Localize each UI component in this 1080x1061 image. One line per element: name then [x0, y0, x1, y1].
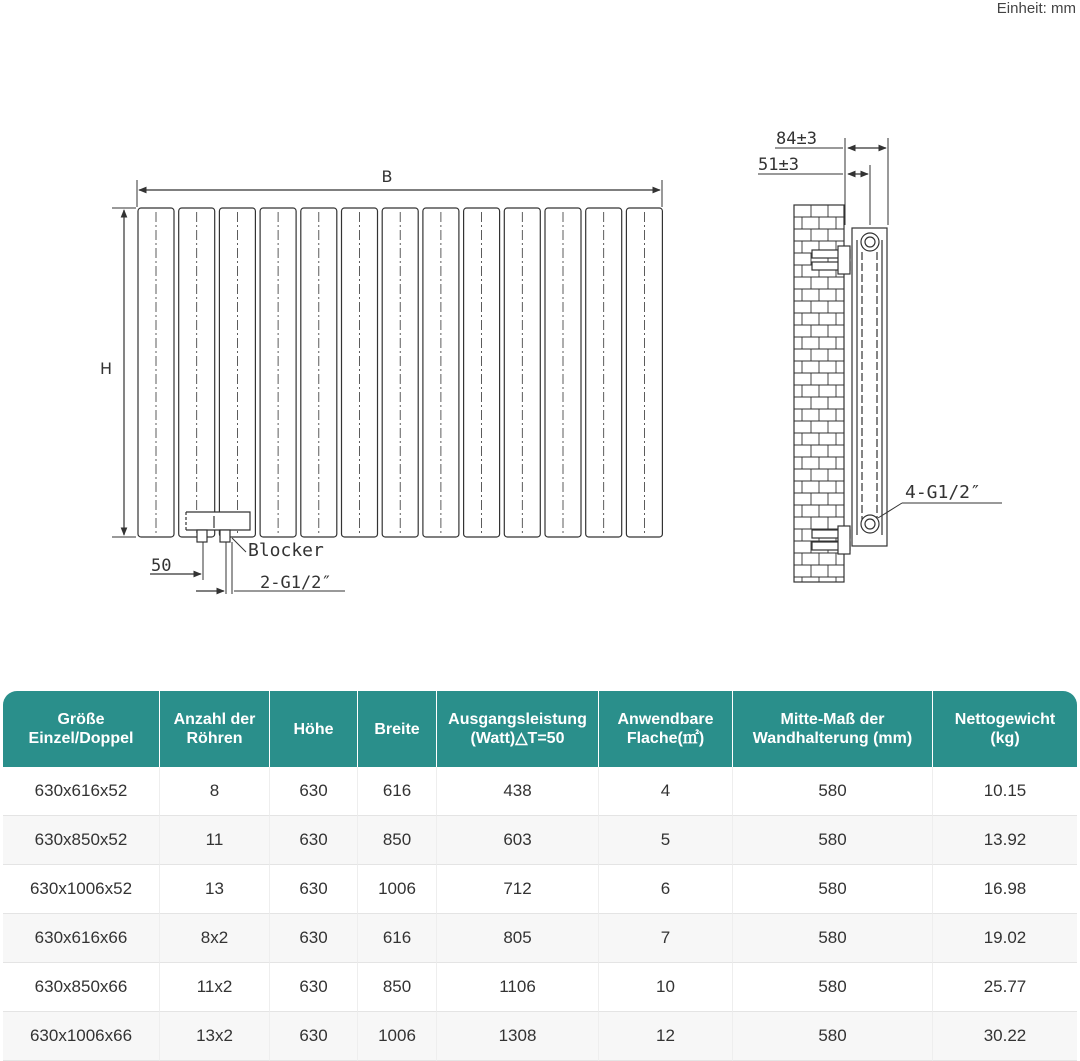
cell-area: 12 — [599, 1012, 733, 1061]
cell-area: 6 — [599, 865, 733, 914]
cell-height: 630 — [270, 767, 358, 816]
table-row — [3, 963, 1077, 1012]
cell-tubes: 13x2 — [160, 1012, 270, 1061]
table-header-row — [3, 691, 1077, 767]
spec-table — [3, 691, 1077, 1061]
cell-width: 1006 — [358, 1012, 437, 1061]
width-label: B — [381, 167, 393, 186]
cell-height: 630 — [270, 914, 358, 963]
height-label: H — [99, 359, 113, 378]
col-header-size: Größe Einzel/Doppel — [3, 691, 160, 767]
col-header-output: Ausgangsleistung (Watt)△T=50 — [437, 691, 599, 767]
cell-height: 630 — [270, 1012, 358, 1061]
cell-bracket-distance: 580 — [733, 865, 933, 914]
col-header-area: Anwendbare Flache(㎡) — [599, 691, 733, 767]
cell-tubes: 11 — [160, 816, 270, 865]
cell-width: 616 — [358, 914, 437, 963]
table-row — [3, 914, 1077, 963]
cell-height: 630 — [270, 963, 358, 1012]
cell-output: 1106 — [437, 963, 599, 1012]
cell-area: 4 — [599, 767, 733, 816]
side-view — [758, 138, 1002, 582]
cell-tubes: 8 — [160, 767, 270, 816]
depth-inner-label: 51±3 — [758, 155, 799, 175]
front-view — [112, 180, 662, 594]
cell-size: 630x1006x52 — [3, 865, 160, 914]
cell-bracket-distance: 580 — [733, 816, 933, 865]
unit-label: Einheit: mm — [996, 0, 1076, 17]
cell-size: 630x850x66 — [3, 963, 160, 1012]
cell-weight: 10.15 — [933, 767, 1077, 816]
cell-size: 630x850x52 — [3, 816, 160, 865]
blocker-label: Blocker — [248, 540, 324, 561]
cell-output: 805 — [437, 914, 599, 963]
col-header-weight: Nettogewicht (kg) — [933, 691, 1077, 767]
col-header-height: Höhe — [270, 691, 358, 767]
cell-height: 630 — [270, 865, 358, 914]
cell-width: 616 — [358, 767, 437, 816]
cell-tubes: 11x2 — [160, 963, 270, 1012]
cell-size: 630x616x66 — [3, 914, 160, 963]
cell-area: 5 — [599, 816, 733, 865]
cell-bracket-distance: 580 — [733, 1012, 933, 1061]
cell-width: 850 — [358, 963, 437, 1012]
col-header-width: Breite — [358, 691, 437, 767]
table-row — [3, 865, 1077, 914]
side-connection-label: 4-G1/2″ — [905, 482, 981, 503]
table-row — [3, 816, 1077, 865]
depth-outer-label: 84±3 — [776, 129, 817, 149]
offset-label: 50 — [151, 556, 172, 576]
cell-tubes: 8x2 — [160, 914, 270, 963]
cell-weight: 25.77 — [933, 963, 1077, 1012]
cell-size: 630x1006x66 — [3, 1012, 160, 1061]
cell-bracket-distance: 580 — [733, 963, 933, 1012]
cell-tubes: 13 — [160, 865, 270, 914]
table-row — [3, 1012, 1077, 1061]
table-row — [3, 767, 1077, 816]
cell-output: 712 — [437, 865, 599, 914]
cell-width: 1006 — [358, 865, 437, 914]
cell-bracket-distance: 580 — [733, 767, 933, 816]
cell-bracket-distance: 580 — [733, 914, 933, 963]
cell-output: 438 — [437, 767, 599, 816]
cell-area: 10 — [599, 963, 733, 1012]
cell-width: 850 — [358, 816, 437, 865]
front-connection-label: 2-G1/2″ — [260, 573, 332, 593]
cell-weight: 16.98 — [933, 865, 1077, 914]
col-header-bracket-distance: Mitte-Maß der Wandhalterung (mm) — [733, 691, 933, 767]
col-header-tubes: Anzahl der Röhren — [160, 691, 270, 767]
cell-size: 630x616x52 — [3, 767, 160, 816]
cell-area: 7 — [599, 914, 733, 963]
cell-height: 630 — [270, 816, 358, 865]
cell-output: 603 — [437, 816, 599, 865]
cell-weight: 30.22 — [933, 1012, 1077, 1061]
radiator-tubes — [138, 208, 662, 537]
cell-weight: 19.02 — [933, 914, 1077, 963]
cell-weight: 13.92 — [933, 816, 1077, 865]
cell-output: 1308 — [437, 1012, 599, 1061]
